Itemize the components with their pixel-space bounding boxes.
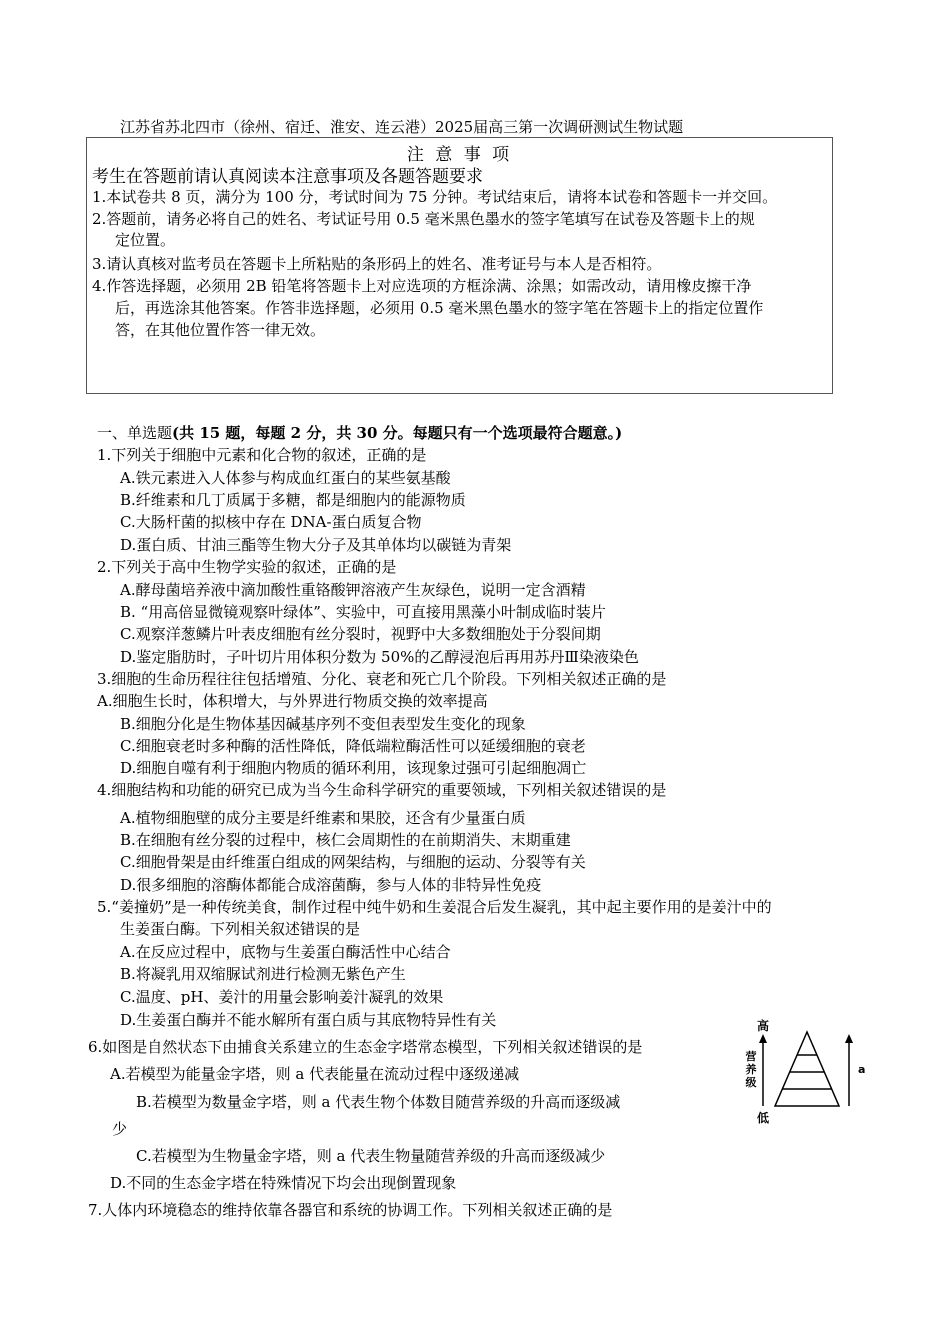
q3-option-d: D.细胞自噬有利于细胞内物质的循环利用，该现象过强可引起细胞凋亡 — [120, 759, 587, 777]
q4-option-b: B.在细胞有丝分裂的过程中，核仁会周期性的在前期消失、末期重建 — [120, 831, 571, 849]
q3-option-a: A.细胞生长时，体积增大，与外界进行物质交换的效率提高 — [97, 692, 488, 710]
q6-option-a: A.若模型为能量金字塔，则 a 代表能量在流动过程中逐级递减 — [110, 1065, 520, 1083]
q1-stem: 1.下列关于细胞中元素和化合物的叙述，正确的是 — [97, 446, 427, 464]
q4-stem: 4.细胞结构和功能的研究已成为当今生命科学研究的重要领域，下列相关叙述错误的是 — [97, 781, 667, 799]
notice-line-4c: 答，在其他位置作答一律无效。 — [115, 321, 326, 339]
notice-line-4a: 4.作答选择题，必须用 2B 铅笔将答题卡上对应选项的方框涂满、涂黑；如需改动，请用橡皮擦干净 — [92, 277, 752, 295]
q5-option-c: C.温度、pH、姜汁的用量会影响姜汁凝乳的效果 — [120, 988, 444, 1006]
figure-label-high: 高 — [756, 1019, 770, 1033]
q1-option-d: D.蛋白质、甘油三酯等生物大分子及其单体均以碳链为青架 — [120, 536, 512, 554]
notice-line-4b: 后，再选涂其他答案。作答非选择题，必须用 0.5 毫米黑色墨水的签字笔在答题卡上的指定位置作 — [115, 299, 764, 317]
figure-axis-char-1: 营 — [745, 1050, 757, 1063]
ecological-pyramid-figure — [745, 1018, 875, 1128]
page-title: 江苏省苏北四市（徐州、宿迁、淮安、连云港）2025届高三第一次调研测试生物试题 — [120, 118, 684, 136]
q7-stem: 7.人体内环境稳态的维持依靠各器官和系统的协调工作。下列相关叙述正确的是 — [88, 1201, 613, 1219]
notice-line-2a: 2.答题前，请务必将自己的姓名、考试证号用 0.5 毫米黑色墨水的签字笔填写在试卷及答题卡上的规 — [92, 210, 755, 228]
figure-axis-char-3: 级 — [745, 1076, 757, 1089]
q6-stem: 6.如图是自然状态下由捕食关系建立的生态金字塔常态模型，下列相关叙述错误的是 — [88, 1038, 643, 1056]
q2-option-c: C.观察洋葱鳞片叶表皮细胞有丝分裂时，视野中大多数细胞处于分裂间期 — [120, 625, 601, 643]
q4-option-a: A.植物细胞壁的成分主要是纤维素和果胶，还含有少量蛋白质 — [120, 809, 526, 827]
notice-line-2b: 定位置。 — [115, 231, 176, 249]
q4-option-c: C.细胞骨架是由纤维蛋白组成的网架结构，与细胞的运动、分裂等有关 — [120, 853, 586, 871]
notice-box — [86, 137, 833, 394]
q5-stem-2: 生姜蛋白酶。下列相关叙述错误的是 — [120, 920, 361, 938]
figure-axis-char-2: 养 — [745, 1063, 757, 1076]
q3-stem: 3.细胞的生命历程往往包括增殖、分化、衰老和死亡几个阶段。下列相关叙述正确的是 — [97, 670, 667, 688]
pyramid-outline — [775, 1032, 839, 1106]
q2-stem: 2.下列关于高中生物学实验的叙述，正确的是 — [97, 558, 397, 576]
q6-option-d: D.不同的生态金字塔在特殊情况下均会出现倒置现象 — [110, 1174, 457, 1192]
figure-label-a: a — [858, 1063, 866, 1076]
q5-option-d: D.生姜蛋白酶并不能水解所有蛋白质与其底物特异性有关 — [120, 1011, 497, 1029]
notice-line-3: 3.请认真核对监考员在答题卡上所粘贴的条形码上的姓名、准考证号与本人是否相符。 — [92, 255, 662, 273]
a-axis-arrow-head — [845, 1034, 853, 1043]
q3-option-b: B.细胞分化是生物体基因碱基序列不变但表型发生变化的现象 — [120, 715, 526, 733]
q2-option-d: D.鉴定脂肪时，子叶切片用体积分数为 50%的乙醇浸泡后再用苏丹Ⅲ染液染色 — [120, 648, 639, 666]
q5-option-a: A.在反应过程中，底物与生姜蛋白酶活性中心结合 — [120, 943, 451, 961]
q5-stem-1: 5.“姜撞奶”是一种传统美食，制作过程中纯牛奶和生姜混合后发生凝乳，其中起主要作用的是姜汁中的 — [97, 898, 772, 916]
q6-option-c: C.若模型为生物量金字塔，则 a 代表生物量随营养级的升高而逐级减少 — [136, 1147, 606, 1165]
q6-option-b-1: B.若模型为数量金字塔，则 a 代表生物个体数目随营养级的升高而逐级减 — [136, 1093, 621, 1111]
q5-option-b: B.将凝乳用双缩脲试剂进行检测无紫色产生 — [120, 965, 406, 983]
q4-option-d: D.很多细胞的溶酶体都能合成溶菌酶，参与人体的非特异性免疫 — [120, 876, 542, 894]
notice-line-1: 1.本试卷共 8 页，满分为 100 分，考试时间为 75 分钟。考试结束后，请将本试卷和答题卡一并交回。 — [92, 188, 778, 206]
q1-option-a: A.铁元素进入人体参与构成血红蛋白的某些氨基酸 — [120, 469, 451, 487]
q3-option-c: C.细胞衰老时多种酶的活性降低，降低端粒酶活性可以延缓细胞的衰老 — [120, 737, 586, 755]
figure-label-low: 低 — [756, 1111, 770, 1125]
q2-option-b: B. “用高倍显微镜观察叶绿体”、实验中，可直接用黑藻小叶制成临时装片 — [120, 603, 606, 621]
trophic-axis-arrow-head — [759, 1034, 767, 1043]
section-heading — [97, 423, 622, 443]
q6-option-b-2: 少 — [112, 1120, 128, 1138]
q1-option-c: C.大肠杆菌的拟核中存在 DNA-蛋白质复合物 — [120, 513, 422, 531]
q1-option-b: B.纤维素和几丁质属于多糖，都是细胞内的能源物质 — [120, 491, 466, 509]
q2-option-a: A.酵母菌培养液中滴加酸性重铬酸钾溶液产生灰绿色，说明一定含酒精 — [120, 581, 586, 599]
notice-heading: 注 意 事 项 — [406, 145, 513, 165]
notice-subheading: 考生在答题前请认真阅读本注意事项及各题答题要求 — [92, 167, 483, 187]
section-title: 一、单选题 — [97, 424, 173, 442]
section-rule: (共 15 题，每题 2 分，共 30 分。每题只有一个选项最符合题意。) — [172, 424, 623, 442]
